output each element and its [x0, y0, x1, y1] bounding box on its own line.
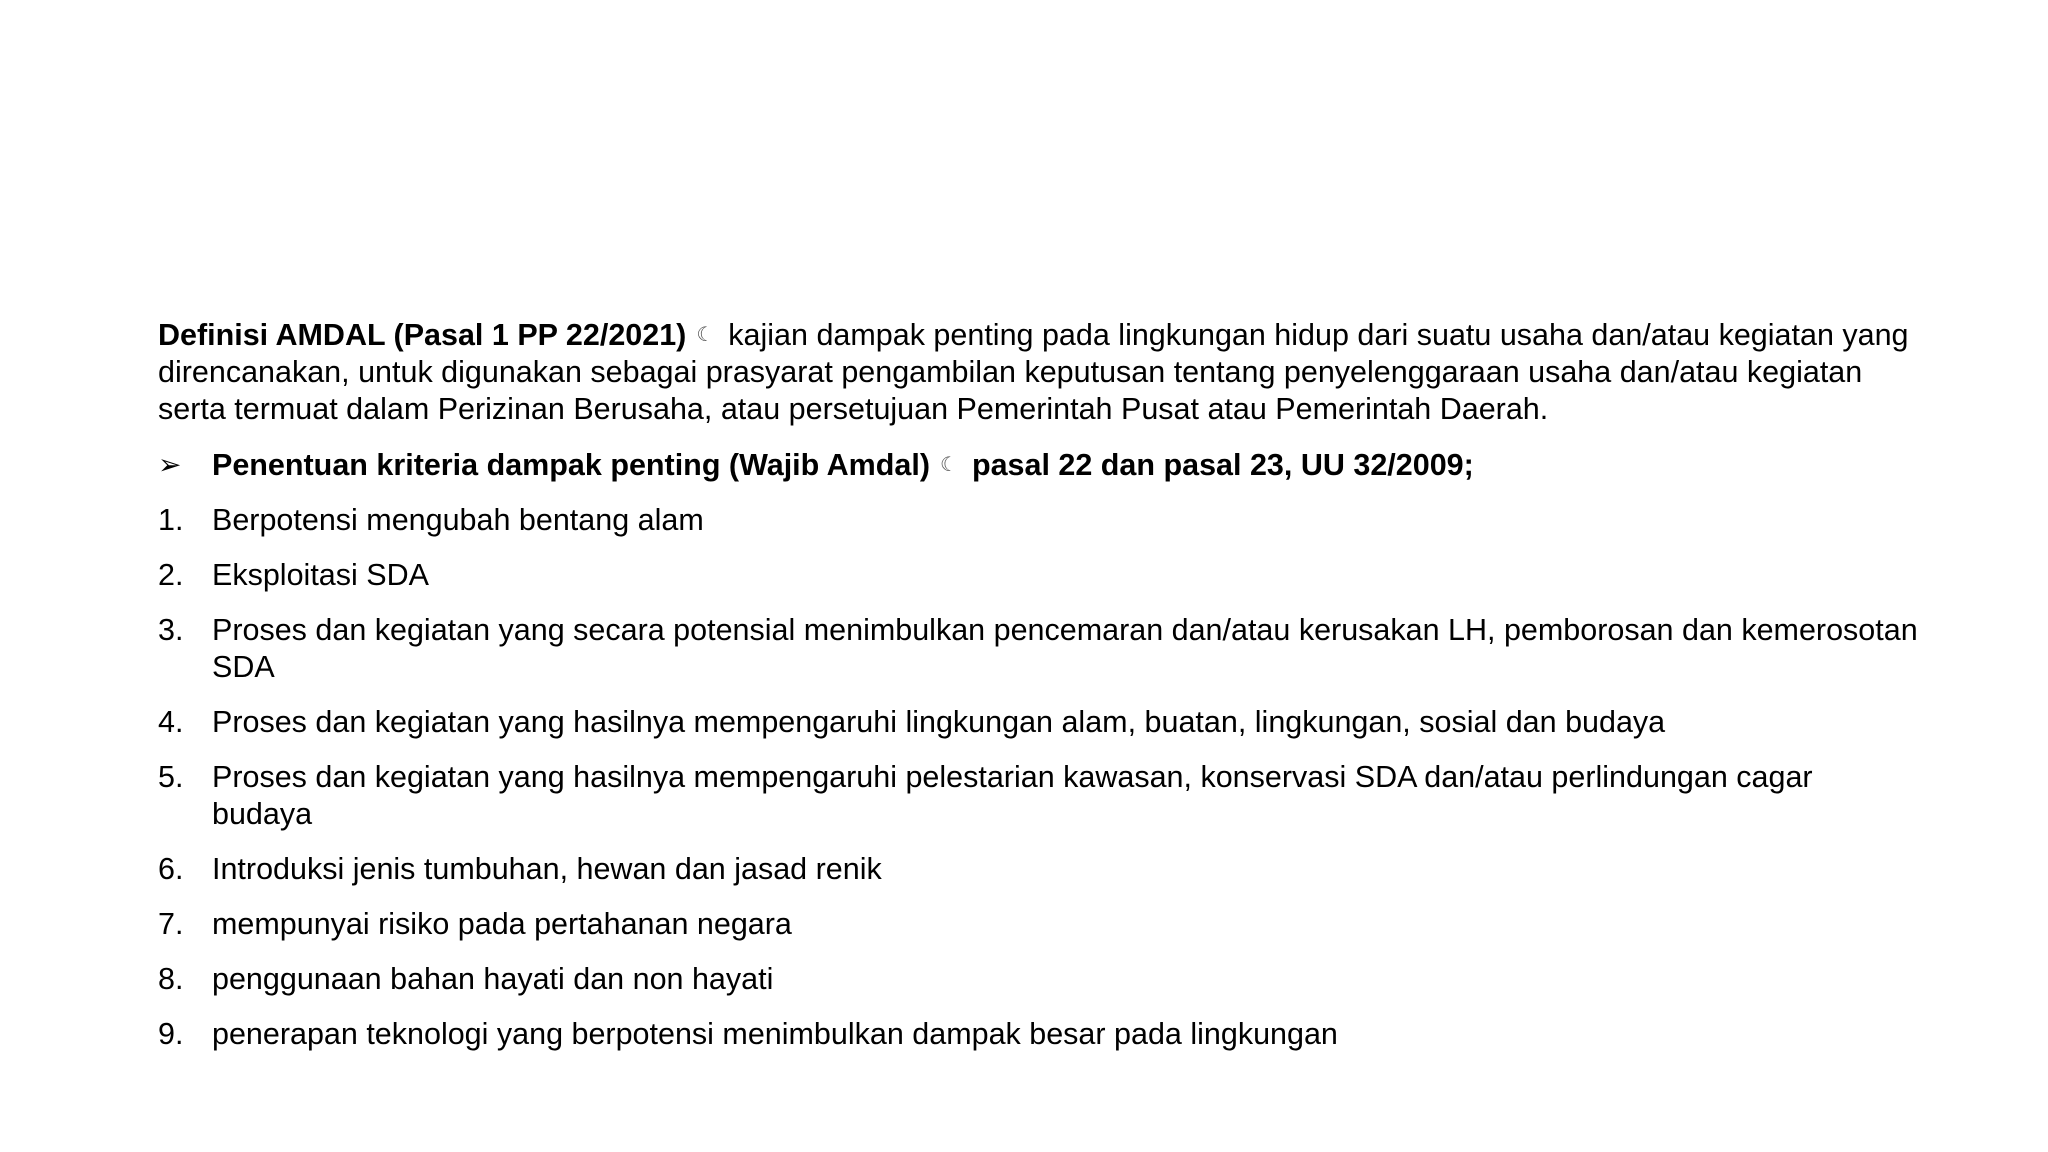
- list-item: [158, 961, 1918, 998]
- criteria-reference: pasal 22 dan pasal 23, UU 32/2009;: [971, 448, 1474, 482]
- list-item: [158, 612, 1918, 686]
- list-number: 3.: [158, 613, 184, 647]
- list-item-text: Proses dan kegiatan yang hasilnya mempengaruhi lingkungan alam, buatan, lingkungan, sosial dan budaya: [212, 705, 1666, 739]
- list-item: [158, 851, 1918, 888]
- list-item-text: penggunaan bahan hayati dan non hayati: [212, 962, 774, 996]
- definition-paragraph: [158, 316, 1918, 428]
- list-number: 5.: [158, 760, 184, 794]
- list-item-text: Eksploitasi SDA: [212, 558, 429, 592]
- list-item: [158, 502, 1918, 539]
- list-number: 4.: [158, 705, 184, 739]
- definition-label: Definisi AMDAL (Pasal 1 PP 22/2021): [158, 318, 687, 352]
- list-number: 1.: [158, 503, 184, 537]
- list-item: [158, 704, 1918, 741]
- list-item: [158, 759, 1918, 833]
- list-number: 6.: [158, 852, 184, 886]
- list-number: 2.: [158, 558, 184, 592]
- list-item-text: Proses dan kegiatan yang hasilnya mempengaruhi pelestarian kawasan, konservasi SDA dan/atau perlindungan cagar budaya: [212, 760, 1813, 831]
- list-item: [158, 906, 1918, 943]
- list-item-text: penerapan teknologi yang berpotensi menimbulkan dampak besar pada lingkungan: [212, 1017, 1338, 1051]
- slide-content: [158, 316, 1918, 1071]
- definition-text: kajian dampak penting pada lingkungan hidup dari suatu usaha dan/atau kegiatan yang direncanakan, untuk digunakan sebagai prasyarat pengambilan keputusan tentang penyelenggaraan usaha dan/atau kegiatan serta termuat dalam Perizinan Berusaha, atau persetujuan Pemerintah Pusat atau Pemerintah Daerah.: [158, 318, 1909, 426]
- list-number: 7.: [158, 907, 184, 941]
- moon-icon: ☾: [696, 322, 715, 346]
- criteria-heading: [158, 446, 1918, 484]
- list-number: 8.: [158, 962, 184, 996]
- list-item-text: Introduksi jenis tumbuhan, hewan dan jasad renik: [212, 852, 882, 886]
- list-item: [158, 557, 1918, 594]
- list-item-text: Berpotensi mengubah bentang alam: [212, 503, 704, 537]
- arrow-bullet-icon: ➢: [158, 448, 182, 481]
- list-item: [158, 1016, 1918, 1053]
- moon-icon: ☾: [940, 452, 958, 476]
- list-item-text: Proses dan kegiatan yang secara potensial menimbulkan pencemaran dan/atau kerusakan LH, pemborosan dan kemerosotan SDA: [212, 613, 1918, 684]
- list-number: 9.: [158, 1017, 184, 1051]
- list-item-text: mempunyai risiko pada pertahanan negara: [212, 907, 792, 941]
- criteria-label: Penentuan kriteria dampak penting (Wajib Amdal): [212, 448, 930, 482]
